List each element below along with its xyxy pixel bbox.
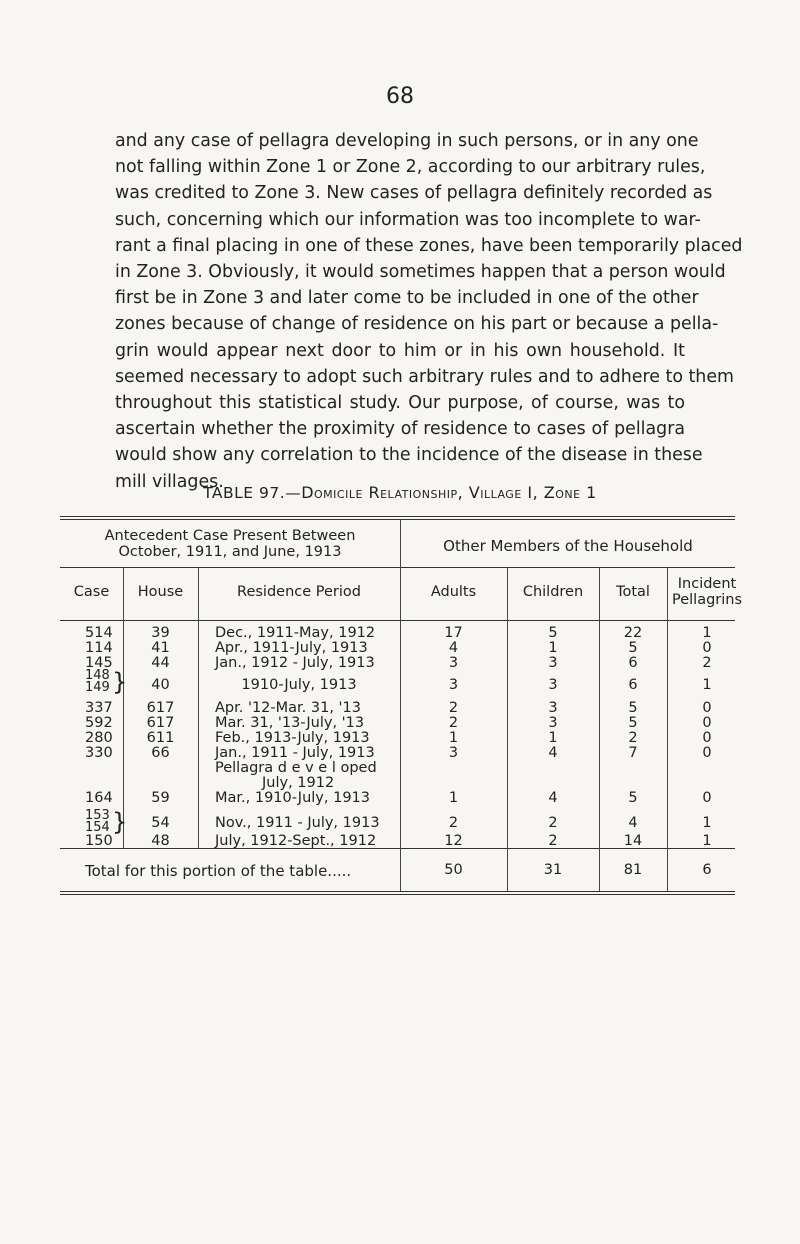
cell-incident: 0 [702, 640, 712, 656]
brace-icon: } [112, 808, 128, 836]
cell-case: 164 [85, 790, 113, 806]
cell-total: 4 [628, 815, 638, 831]
column-header-case: Case [73, 584, 110, 600]
cell-residence: Nov., 1911 - July, 1913 [215, 815, 380, 831]
cell-case: 280 [85, 730, 113, 746]
cell-incident: 0 [702, 715, 712, 731]
cell-residence: 1910-July, 1913 [241, 677, 357, 693]
text-line: rant a final placing in one of these zones, have been temporarily placed [115, 235, 743, 256]
cell-adults: 3 [448, 677, 459, 693]
cell-case: 153 [85, 808, 110, 823]
cell-house: 39 [151, 625, 170, 641]
cell-total: 6 [628, 677, 638, 693]
cell-case: 149 [85, 680, 110, 695]
cell-case: 114 [85, 640, 113, 656]
column-divider [198, 568, 199, 848]
cell-case: 145 [85, 655, 113, 671]
cell-case: 592 [85, 715, 113, 731]
column-header-residence: Residence Period [237, 584, 361, 600]
group-header-line: October, 1911, and June, 1913 [118, 544, 342, 560]
text-line: such, concerning which our information was too incomplete to war- [115, 209, 701, 230]
cell-total: 14 [623, 833, 643, 849]
cell-incident: 0 [702, 700, 712, 716]
text-line: first be in Zone 3 and later come to be included in one of the other [115, 288, 699, 309]
cell-adults: 3 [448, 745, 459, 761]
table-header-rule [60, 620, 735, 621]
cell-house: 617 [146, 715, 175, 731]
cell-adults: 2 [448, 715, 459, 731]
total-incident: 6 [702, 862, 712, 878]
text-line: and any case of pellagra developing in such persons, or in any one [115, 131, 699, 151]
cell-children: 2 [548, 815, 558, 831]
text-line: throughout this statistical study. Our purpose, of course, was to [115, 393, 685, 414]
cell-residence: July, 1912-Sept., 1912 [215, 833, 377, 849]
column-header-adults: Adults [430, 584, 477, 600]
cell-children: 3 [548, 715, 558, 731]
cell-residence: Feb., 1913-July, 1913 [215, 730, 370, 746]
cell-children: 5 [548, 625, 558, 641]
cell-case: 150 [85, 833, 113, 849]
table-top-rule [60, 519, 735, 520]
cell-incident: 1 [702, 815, 712, 831]
text-line: grin would appear next door to him or in his own household. It [115, 340, 685, 361]
cell-incident: 0 [702, 730, 712, 746]
total-adults: 50 [444, 862, 463, 878]
cell-house: 59 [151, 790, 170, 806]
cell-incident: 1 [702, 833, 712, 849]
group-header-line: Antecedent Case Present Between [104, 528, 356, 544]
cell-house: 41 [151, 640, 170, 656]
paragraph-1 [115, 128, 743, 495]
text-line: was credited to Zone 3. New cases of pellagra definitely recorded as [115, 183, 713, 204]
cell-residence: Mar., 1910-July, 1913 [215, 790, 370, 806]
table-bottom-rule [60, 894, 735, 895]
cell-residence: Jan., 1912 - July, 1913 [215, 655, 375, 671]
cell-case: 330 [85, 745, 113, 761]
cell-incident: 0 [702, 745, 712, 761]
text-line: in Zone 3. Obviously, it would sometimes happen that a person would [115, 262, 726, 283]
total-total: 81 [623, 862, 643, 878]
cell-children: 4 [548, 790, 558, 806]
column-header-total: Total [616, 584, 650, 600]
cell-incident: 2 [702, 655, 712, 671]
column-header-incident [667, 576, 747, 608]
cell-residence: Dec., 1911-May, 1912 [215, 625, 376, 641]
cell-incident: 1 [702, 625, 712, 641]
cell-incident: 0 [702, 790, 712, 806]
text-line: mill villages. [115, 471, 224, 492]
cell-house: 617 [146, 700, 175, 716]
group-header-antecedent [60, 528, 400, 560]
table-title-prefix: TABLE 97.— [203, 484, 302, 502]
text-line: would show any correlation to the incidence of the disease in these [115, 445, 703, 466]
text-line: seemed necessary to adopt such arbitrary rules and to adhere to them [115, 366, 734, 387]
cell-total: 5 [628, 700, 638, 716]
cell-children: 3 [548, 655, 558, 671]
cell-total: 5 [628, 715, 638, 731]
cell-case: 514 [85, 625, 113, 641]
cell-adults: 2 [448, 700, 459, 716]
total-children: 31 [543, 862, 563, 878]
cell-residence: Apr., 1911-July, 1913 [215, 640, 368, 656]
cell-total: 5 [628, 640, 638, 656]
text-line: not falling within Zone 1 or Zone 2, according to our arbitrary rules, [115, 157, 706, 178]
table-header-rule [60, 567, 735, 568]
cell-house: 40 [151, 677, 170, 693]
cell-adults: 1 [448, 730, 459, 746]
table-top-rule [60, 516, 735, 517]
cell-residence: Apr. '12-Mar. 31, '13 [215, 700, 361, 716]
cell-adults: 17 [444, 625, 463, 641]
cell-case: 154 [85, 820, 110, 835]
text-line: ascertain whether the proximity of residence to cases of pellagra [115, 419, 685, 440]
text-line: zones because of change of residence on his part or because a pella- [115, 314, 719, 335]
group-header-line: Other Members of the Household [443, 537, 693, 555]
table-bottom-rule [60, 891, 735, 892]
cell-residence-note: July, 1912 [262, 775, 335, 791]
column-header-house: House [137, 584, 184, 600]
cell-case: 337 [85, 700, 113, 716]
cell-total: 7 [628, 745, 638, 761]
cell-residence-note: Pellagra d e v e l oped [215, 760, 377, 776]
cell-total: 2 [628, 730, 638, 746]
cell-total: 6 [628, 655, 638, 671]
cell-children: 1 [548, 640, 558, 656]
column-header-line: Incident [677, 576, 737, 592]
cell-case: 148 [85, 668, 110, 683]
cell-total: 5 [628, 790, 638, 806]
cell-adults: 12 [444, 833, 463, 849]
column-header-line: Pellagrins [671, 592, 743, 608]
cell-residence: Jan., 1911 - July, 1913 [215, 745, 375, 761]
page-number: 68 [386, 84, 414, 109]
cell-total: 22 [623, 625, 643, 641]
cell-adults: 2 [448, 815, 459, 831]
cell-children: 1 [548, 730, 558, 746]
group-header-household [401, 538, 735, 554]
cell-children: 4 [548, 745, 558, 761]
cell-house: 611 [146, 730, 175, 746]
total-label: Total for this portion of the table..... [85, 862, 352, 880]
cell-residence: Mar. 31, '13-July, '13 [215, 715, 365, 731]
cell-house: 66 [151, 745, 170, 761]
brace-icon: } [112, 668, 128, 696]
cell-children: 2 [548, 833, 558, 849]
cell-children: 3 [548, 700, 558, 716]
table-title [0, 483, 800, 502]
cell-incident: 1 [702, 677, 712, 693]
table-title-caps: Domicile Relationship, Village I, Zone 1 [301, 483, 597, 502]
cell-adults: 4 [448, 640, 459, 656]
cell-adults: 3 [448, 655, 459, 671]
cell-house: 54 [151, 815, 170, 831]
cell-house: 44 [151, 655, 170, 671]
cell-adults: 1 [448, 790, 459, 806]
cell-house: 48 [151, 833, 170, 849]
cell-children: 3 [548, 677, 558, 693]
column-header-children: Children [522, 584, 584, 600]
